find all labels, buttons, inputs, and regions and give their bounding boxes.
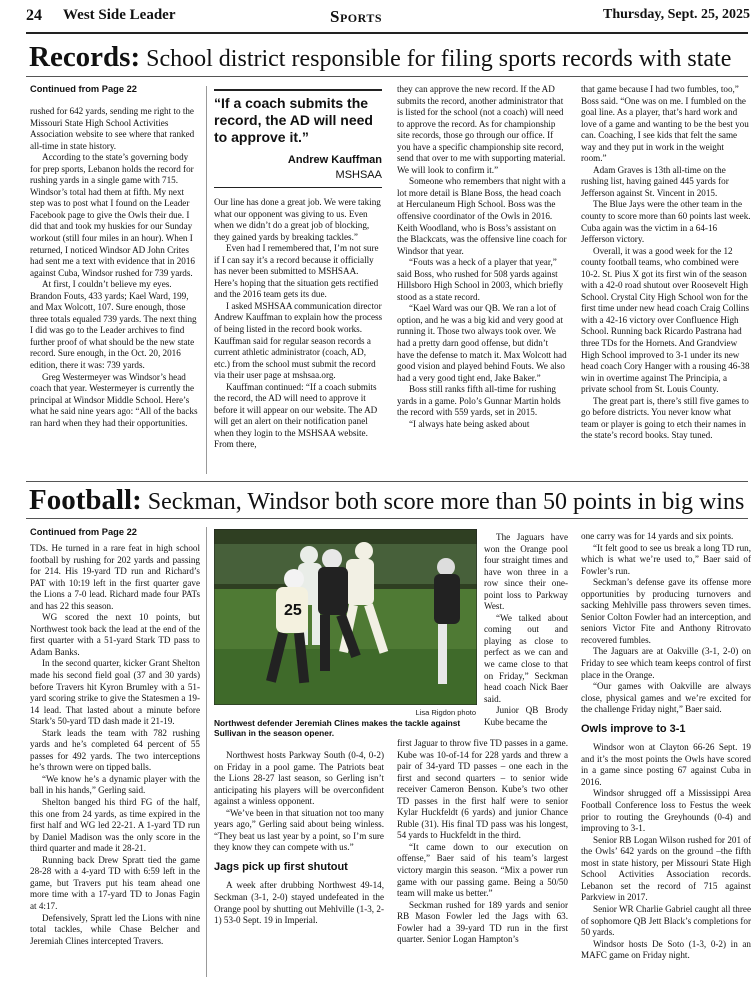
column-divider	[206, 527, 207, 977]
records-paragraph: The great part is, there’s still five games to go before districts. You never know what team or player is going to etch their names in the state’s record books. Stay tuned.	[581, 395, 749, 441]
pull-quote: “If a coach submits the record, the AD will need to approve it.”	[214, 95, 373, 145]
publication-name: West Side Leader	[63, 7, 176, 23]
records-paragraph: Greg Westermeyer was Windsor’s head coach that year. Westermeyer is currently the principal at Windsor Middle School. Here’s what he said nine years ago: “All of the backs ran hard when they had their opportunities.	[30, 371, 198, 428]
football-photo-illustration	[214, 529, 477, 705]
football-headline: Football: Seckman, Windsor both score more than 50 points in big wins	[29, 484, 745, 516]
football-paragraph: Senior RB Logan Wilson rushed for 201 of the Owls’ 642 yards on the ground –the fifth most in state history, per Missouri State High School Activities Association records. Lebanon set the record of 715 against Parkview in 2017.	[581, 834, 751, 903]
records-paragraph: “I always hate being asked about	[409, 418, 530, 429]
football-paragraph: Windsor won at Clayton 66-26 Sept. 19 and it’s the most points the Owls have scored in a game since posting 67 against Cuba in 2016.	[581, 742, 751, 787]
football-paragraph: Stark leads the team with 782 rushing yards and he’s completed 64 percent of 55 passes for 492 yards. The two interceptions he’s thrown were on tipped balls.	[30, 727, 200, 773]
records-paragraph: that game because I had two fumbles, too,” Boss said. “One was on me. I fumbled on the goal line. As a player, that’s hard work and love of a game and wanting to be the best you can. Coaching, I see kids that felt the same way and they put in work in the weight room.”	[581, 84, 749, 164]
football-continued-label: Continued from Page 22	[30, 527, 137, 537]
football-column-4	[581, 531, 751, 978]
records-column-1	[30, 106, 200, 476]
records-paragraph: Overall, it was a good week for the 12 county football teams, who combined were 10-2. St. Pius X got its first win of the season with a 42-0 road shutout over Roosevelt High School. Crystal City High School won for the first time under new head coach Craig Collins with a 42-16 victory over Confluence High School. Running back Ricardo Pastrana had three TDs for the Hornets. And Grandview High School improved to 3-1 under its new head coach Cory Hanger with a rousing 46-38 win in overtime against The Principia, a private school from St. Louis County.	[581, 245, 750, 395]
records-paragraph: they can approve the new record. If the AD submits the record, another administrator that is listed for the school (not a coach) will need to approve the record. As for championship site records, those go through our office. If you have a specific championship site record, send that over to me with supporting material. We will look to confirm it.”	[397, 84, 566, 175]
photo-credit: Lisa Rigdon photo	[415, 708, 476, 717]
records-paragraph: According to the state’s governing body for prep sports, Lebanon holds the record for rushing yards in a single game with 715. Windsor’s total had them at fifth. My next step was to post what I found on the Leader Facebook page to give the Owls their due. I did that and took my huskies for our Sunday workout (still four miles in an hour). When I returned, I noticed Windsor AD John Crites had sent me a text with evidence that in 2016 against Cuba, Windsor rushed for 739 yards.	[30, 152, 195, 278]
football-paragraph: “We’ve been in that situation not too many years ago,” Gerling said about being winless. “They beat us last year by a point, so I’m sure they know they can compete with us.”	[214, 807, 384, 853]
header-rule	[26, 32, 748, 34]
football-headline-rule	[26, 518, 748, 519]
football-paragraph: first Jaguar to throw five TD passes in a game. Kube was 10-of-14 for 228 yards and threw a pair of 34-yard TD passes – one each in the first and second quarters – to senior wide receiver Cameron Benson. Kube’s two other TD passes in the first half were to senior Kylar Huckfeldt (6 yards) and junior Chance Ruble (31). His final TD pass was his longest, 54 yards to Huckfeldt in the third.	[397, 738, 568, 841]
records-column-3	[397, 84, 567, 476]
football-paragraph: TDs. He turned in a rare feat in high school football by rushing for 202 yards and passing for 214. His 19-yard TD run and Richard’s PAT with 10:19 left in the first quarter gave the Lions a 7-0 lead. Richard made four PATs and has 22 this season.	[30, 543, 200, 611]
football-paragraph: Running back Drew Spratt tied the game 28-28 with a 4-yard TD with 6:59 left in the game, but Travers put his team ahead one more time with a 17-yard TD to Jonas Fagin at 4:17.	[30, 854, 200, 911]
football-column-3-narrow	[484, 532, 568, 737]
pull-quote-name: Andrew Kauffman	[287, 154, 382, 166]
football-paragraph: “We know he’s a dynamic player with the ball in his hands,” Gerling said.	[30, 773, 200, 796]
football-paragraph: one carry was for 14 yards and six points.	[581, 531, 734, 541]
football-paragraph: In the second quarter, kicker Grant Shelton made his second field goal (37 and 30 yards) before Travers hit Kyron Brumley with a 51-yard scoring strike to give the Statesmen a 19-14 lead. That lasted about a minute before Stark’s 50-yard TD dash made it 21-19.	[30, 658, 200, 727]
records-paragraph: I asked MSHSAA communication director Andrew Kauffman to explain how the process of being listed in the record book works. Kauffman said for regular season records a current athletic administrator (coach, AD, etc.) from the school must submit the record via their user page at mshsaa.org.	[214, 300, 383, 381]
football-paragraph: A week after drubbing Northwest 49-14, Seckman (3-1, 2-0) stayed undefeated in the Orange pool by shutting out Mehlville (1-3, 2-1) 53-0 Sept. 19 in Imperial.	[214, 880, 384, 926]
records-column-4	[581, 84, 751, 476]
football-paragraph: The Jaguars have won the Orange pool four straight times and have won three in a row since their one-point loss to Parkway West.	[484, 532, 568, 612]
football-paragraph: WG scored the next 10 points, but Northwest took back the lead at the end of the first quarter with a 51-yard Stark TD pass to Adam Banks.	[30, 612, 200, 657]
issue-date: Thursday, Sept. 25, 2025	[603, 7, 751, 22]
football-paragraph: Northwest hosts Parkway South (0-4, 0-2) on Friday in a pool game. The Patriots beat the Lions 28-27 last season, so Gerling isn’t anticipating his players will be overconfident against a winless opponent.	[214, 750, 384, 807]
football-paragraph: Seckman’s defense gave its offense more opportunities by producing turnovers and sacking Mehlville pass throwers seven times. Senior Colton Fowler had an interception, and seniors Victor Fite and Anthony Ritrovato recovered fumbles.	[581, 577, 751, 645]
football-photo	[214, 529, 477, 705]
football-paragraph: “Our games with Oakville are always close, physical games and we’re excited for the challenge Friday night,” Baer said.	[581, 681, 751, 715]
football-paragraph: The Jaguars are at Oakville (3-1, 2-0) on Friday to see which team keeps control of first place in the Orange.	[581, 646, 751, 680]
records-paragraph: Adam Graves is 13th all-time on the rushing list, having gained 445 yards for Jefferson against St. Vincent in 2015.	[581, 164, 729, 198]
football-column-3	[397, 738, 568, 978]
football-paragraph: Seckman rushed for 189 yards and senior RB Mason Fowler led the Jags with 63. Fowler had a 39-yard TD run in the first quarter. Senior Logan Hampton’s	[397, 899, 568, 945]
column-divider	[206, 86, 207, 474]
football-paragraph: Defensively, Spratt led the Lions with nine total tackles, while Chase Belcher and Jeremiah Clines intercepted Travers.	[30, 912, 200, 946]
photo-caption: Northwest defender Jeremiah Clines makes the tackle against Sullivan in the season opener.	[214, 718, 461, 739]
records-headline-rule	[26, 76, 748, 77]
football-paragraph: Shelton banged his third FG of the half, this one from 24 yards, as time expired in the first half and WG led 22-21. A 1-yard TD run by Daniel Madison was the only score in the third quarter and made it 28-21.	[30, 797, 200, 854]
records-paragraph: Boss still ranks fifth all-time for rushing yards in a game. Polo’s Gunnar Martin holds the record with 559 yards, set in 2015.	[397, 384, 561, 418]
records-paragraph: Someone who remembers that night with a lot more detail is Blane Boss, the head coach at Herculaneum High School. Boss was the offensive coordinator of the Owls in 2016. Keith Woodland, who is Boss’s assistant on the Blackcats, was the offensive line coach for Windsor that year.	[397, 176, 567, 256]
records-paragraph: “Kael Ward was our QB. We ran a lot of option, and he was a big kid and very good at running it. Those two always took over. We had a pretty darn good offense, but didn’t have the defense to match it. Max Wolcott had good vision and played behind Fouts. We also had a very good tight end, Jake Baker.”	[397, 303, 567, 383]
svg-text:25: 25	[284, 602, 302, 619]
football-paragraph: Windsor shrugged off a Mississippi Area Football Conference loss to Festus the week prior to routing the Greyhounds (0-4) and improving to 3-1.	[581, 788, 751, 834]
football-paragraph: “It felt good to see us break a long TD run, which is what we’re used to,” Baer said of Fowler’s run.	[581, 542, 751, 576]
records-column-2	[214, 197, 384, 475]
football-column-1	[30, 543, 200, 978]
records-paragraph: “Fouts was a heck of a player that year,” said Boss, who rushed for 508 yards against Hillsboro High School in 2003, which briefly stood as a state record.	[397, 257, 564, 302]
records-paragraph: Kauffman continued: “If a coach submits the record, the AD will need to approve it before it will appear on our website. The AD will get an alert on their notification panel when they login to the MSHSAA website. From there,	[214, 381, 378, 450]
records-headline: Records: School district responsible for filing sports records with state	[29, 41, 732, 73]
section-name: Sports	[330, 7, 383, 26]
page-number: 24	[26, 7, 42, 24]
football-paragraph: Junior QB Brody Kube became the	[484, 705, 568, 727]
pull-quote-rule	[214, 89, 382, 91]
football-paragraph: Windsor hosts De Soto (1-3, 0-2) in an MAFC game on Friday night.	[581, 938, 751, 961]
football-paragraph: Senior WR Charlie Gabriel caught all three of sophomore QB Jett Black’s completions for 50 yards.	[581, 903, 751, 938]
records-paragraph: At first, I couldn’t believe my eyes. Brandon Fouts, 433 yards; Kael Ward, 199, and Max Wolcott, 107. Sure enough, those three totals equaled 739 yards. The next thing I did was go to the Leader archives to find further proof of what should be the new state record. Sure enough, in the Oct. 20, 2016 edition, there it was: 739 yards.	[30, 279, 197, 371]
football-column-2	[214, 750, 384, 978]
records-paragraph: The Blue Jays were the other team in the county to score more than 60 points last week. Cuba again was the victim in a 64-16 Jefferson victory.	[581, 199, 751, 245]
owls-subheading: Owls improve to 3-1	[581, 722, 686, 735]
records-continued-label: Continued from Page 22	[30, 84, 137, 94]
jags-subheading: Jags pick up first shutout	[214, 860, 348, 873]
pull-quote-organization: MSHSAA	[335, 169, 382, 181]
records-paragraph: Our line has done a great job. We were taking what our opponent was giving to us. Even when we didn’t do a great job of blocking, they gained yards by breaking tackles.”	[214, 197, 381, 242]
section-rule	[26, 481, 748, 482]
football-paragraph: “We talked about coming out and playing as close to perfect as we can and we came close to that on Friday,” Seckman head coach Nick Baer said.	[484, 612, 568, 704]
records-paragraph: Even had I remembered that, I’m not sure if I can say it’s a record because it officially has never been submitted to MSHSAA. Here’s hoping that the situation gets rectified and the 2016 team gets its due.	[214, 243, 379, 300]
records-paragraph: rushed for 642 yards, sending me right to the Missouri State High School Activities Association website to see where that ranked all-time in state history.	[30, 106, 195, 151]
football-paragraph: “It came down to our execution on offense,” Baer said of his team’s largest victory margin this season. “Mix a power run game with our passing game. Being a 50/50 team will make us better.”	[397, 841, 568, 899]
pull-quote-bottom-rule	[214, 187, 382, 188]
